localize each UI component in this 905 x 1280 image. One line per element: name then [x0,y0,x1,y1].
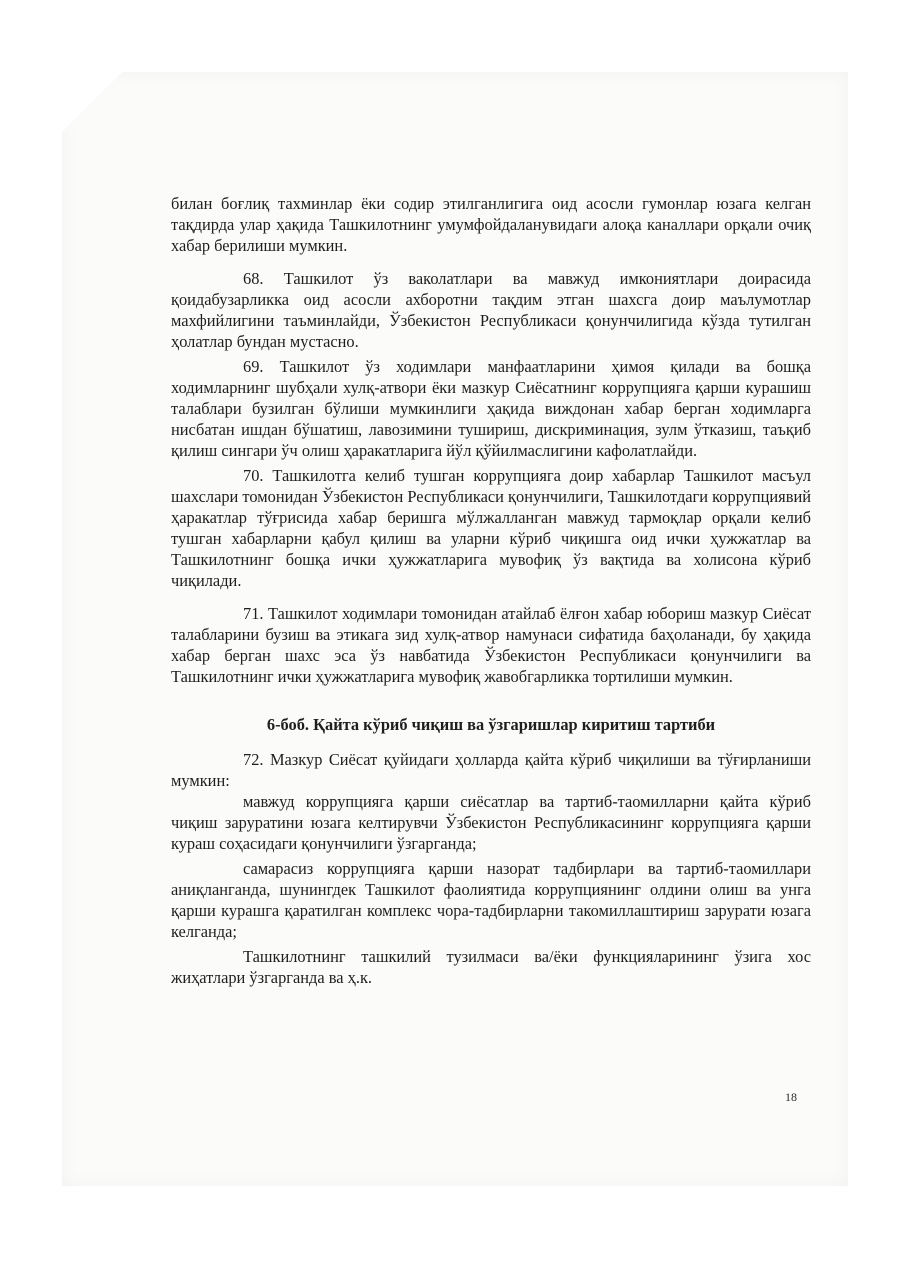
list-item: самарасиз коррупцияга қарши назорат тадбирлари ва тартиб-таомиллари аниқланганда, шунингдек Ташкилот фаолиятида коррупциянинг олдини олиш ва унга қарши курашга қаратилган комплекс чора-тадбирларни такомиллаштириш зарурати юзага келганда; [171,859,811,941]
paragraph-69: 69. Ташкилот ўз ходимлари манфаатларини ҳимоя қилади ва бошқа ходимларнинг шубҳали хулқ-атвори ёки мазкур Сиёсатнинг коррупцияга қарши курашиш талаблари бузилган бўлиши мумкинлиги ҳақида виждонан хабар берган ходимларга нисбатан ишдан бўшатиш, лавозимини тушириш, дискриминация, зулм ўтказиш, таъқиб қилиш сингари ўч олиш ҳаракатларига йўл қўйилмаслигини кафолатлайди. [171,357,811,460]
paragraph-71: 71. Ташкилот ходимлари томонидан атайлаб ёлғон хабар юбориш мазкур Сиёсат талабларини бузиш ва этикага зид хулқ-атвор намунаси сифатида баҳоланади, бу ҳақида хабар берган шахс эса ўз навбатида Ўзбекистон Республикаси қонунчилиги ва Ташкилотнинг ички ҳужжатларига мувофиқ жавобгарликка тортилиши мумкин. [171,604,811,686]
list-item: Ташкилотнинг ташкилий тузилмаси ва/ёки функцияларининг ўзига хос жиҳатлари ўзгарганда ва ҳ.к. [171,947,811,987]
list-item: мавжуд коррупцияга қарши сиёсатлар ва тартиб-таомилларни қайта кўриб чиқиш заруратини юзага келтирувчи Ўзбекистон Республикасининг коррупцияга қарши кураш соҳасидаги қонунчилиги ўзгарганда; [171,792,811,853]
document-body [171,193,811,988]
paragraph-70: 70. Ташкилотга келиб тушган коррупцияга доир хабарлар Ташкилот масъул шахслари томонидан Ўзбекистон Республикаси қонунчилиги, Ташкилотдаги коррупциявий ҳаракатлар тўғрисида хабар беришга мўлжалланган мавжуд тармоқлар орқали келиб тушган хабарларни қабул қилиш ва уларни кўриб чиқишга оид ички ҳужжатлар ва Ташкилотнинг бошқа ички ҳужжатларига мувофиқ ўз вақтида ва холисона кўриб чиқилади. [171,466,811,590]
chapter-heading: 6-боб. Қайта кўриб чиқиш ва ўзгаришлар киритиш тартиби [266,715,716,734]
paragraph-68: 68. Ташкилот ўз ваколатлари ва мавжуд имкониятлари доирасида қоидабузарликка оид асосли ахборотни тақдим этган шахсга доир маълумотлар махфийлигини таъминлайди, Ўзбекистон Республикаси қонунчилигида кўзда тутилган ҳолатлар бундан мустасно. [171,269,811,351]
page-number: 18 [785,1090,797,1104]
continuation-paragraph: билан боғлиқ тахминлар ёки содир этилганлигига оид асосли гумонлар юзага келган тақдирда улар ҳақида Ташкилотнинг умумфойдаланувидаги алоқа каналлари орқали очиқ хабар берилиши мумкин. [171,194,811,255]
paragraph-72: 72. Мазкур Сиёсат қуйидаги ҳолларда қайта кўриб чиқилиши ва тўғирланиши мумкин: [171,750,811,790]
folded-corner [62,72,122,132]
